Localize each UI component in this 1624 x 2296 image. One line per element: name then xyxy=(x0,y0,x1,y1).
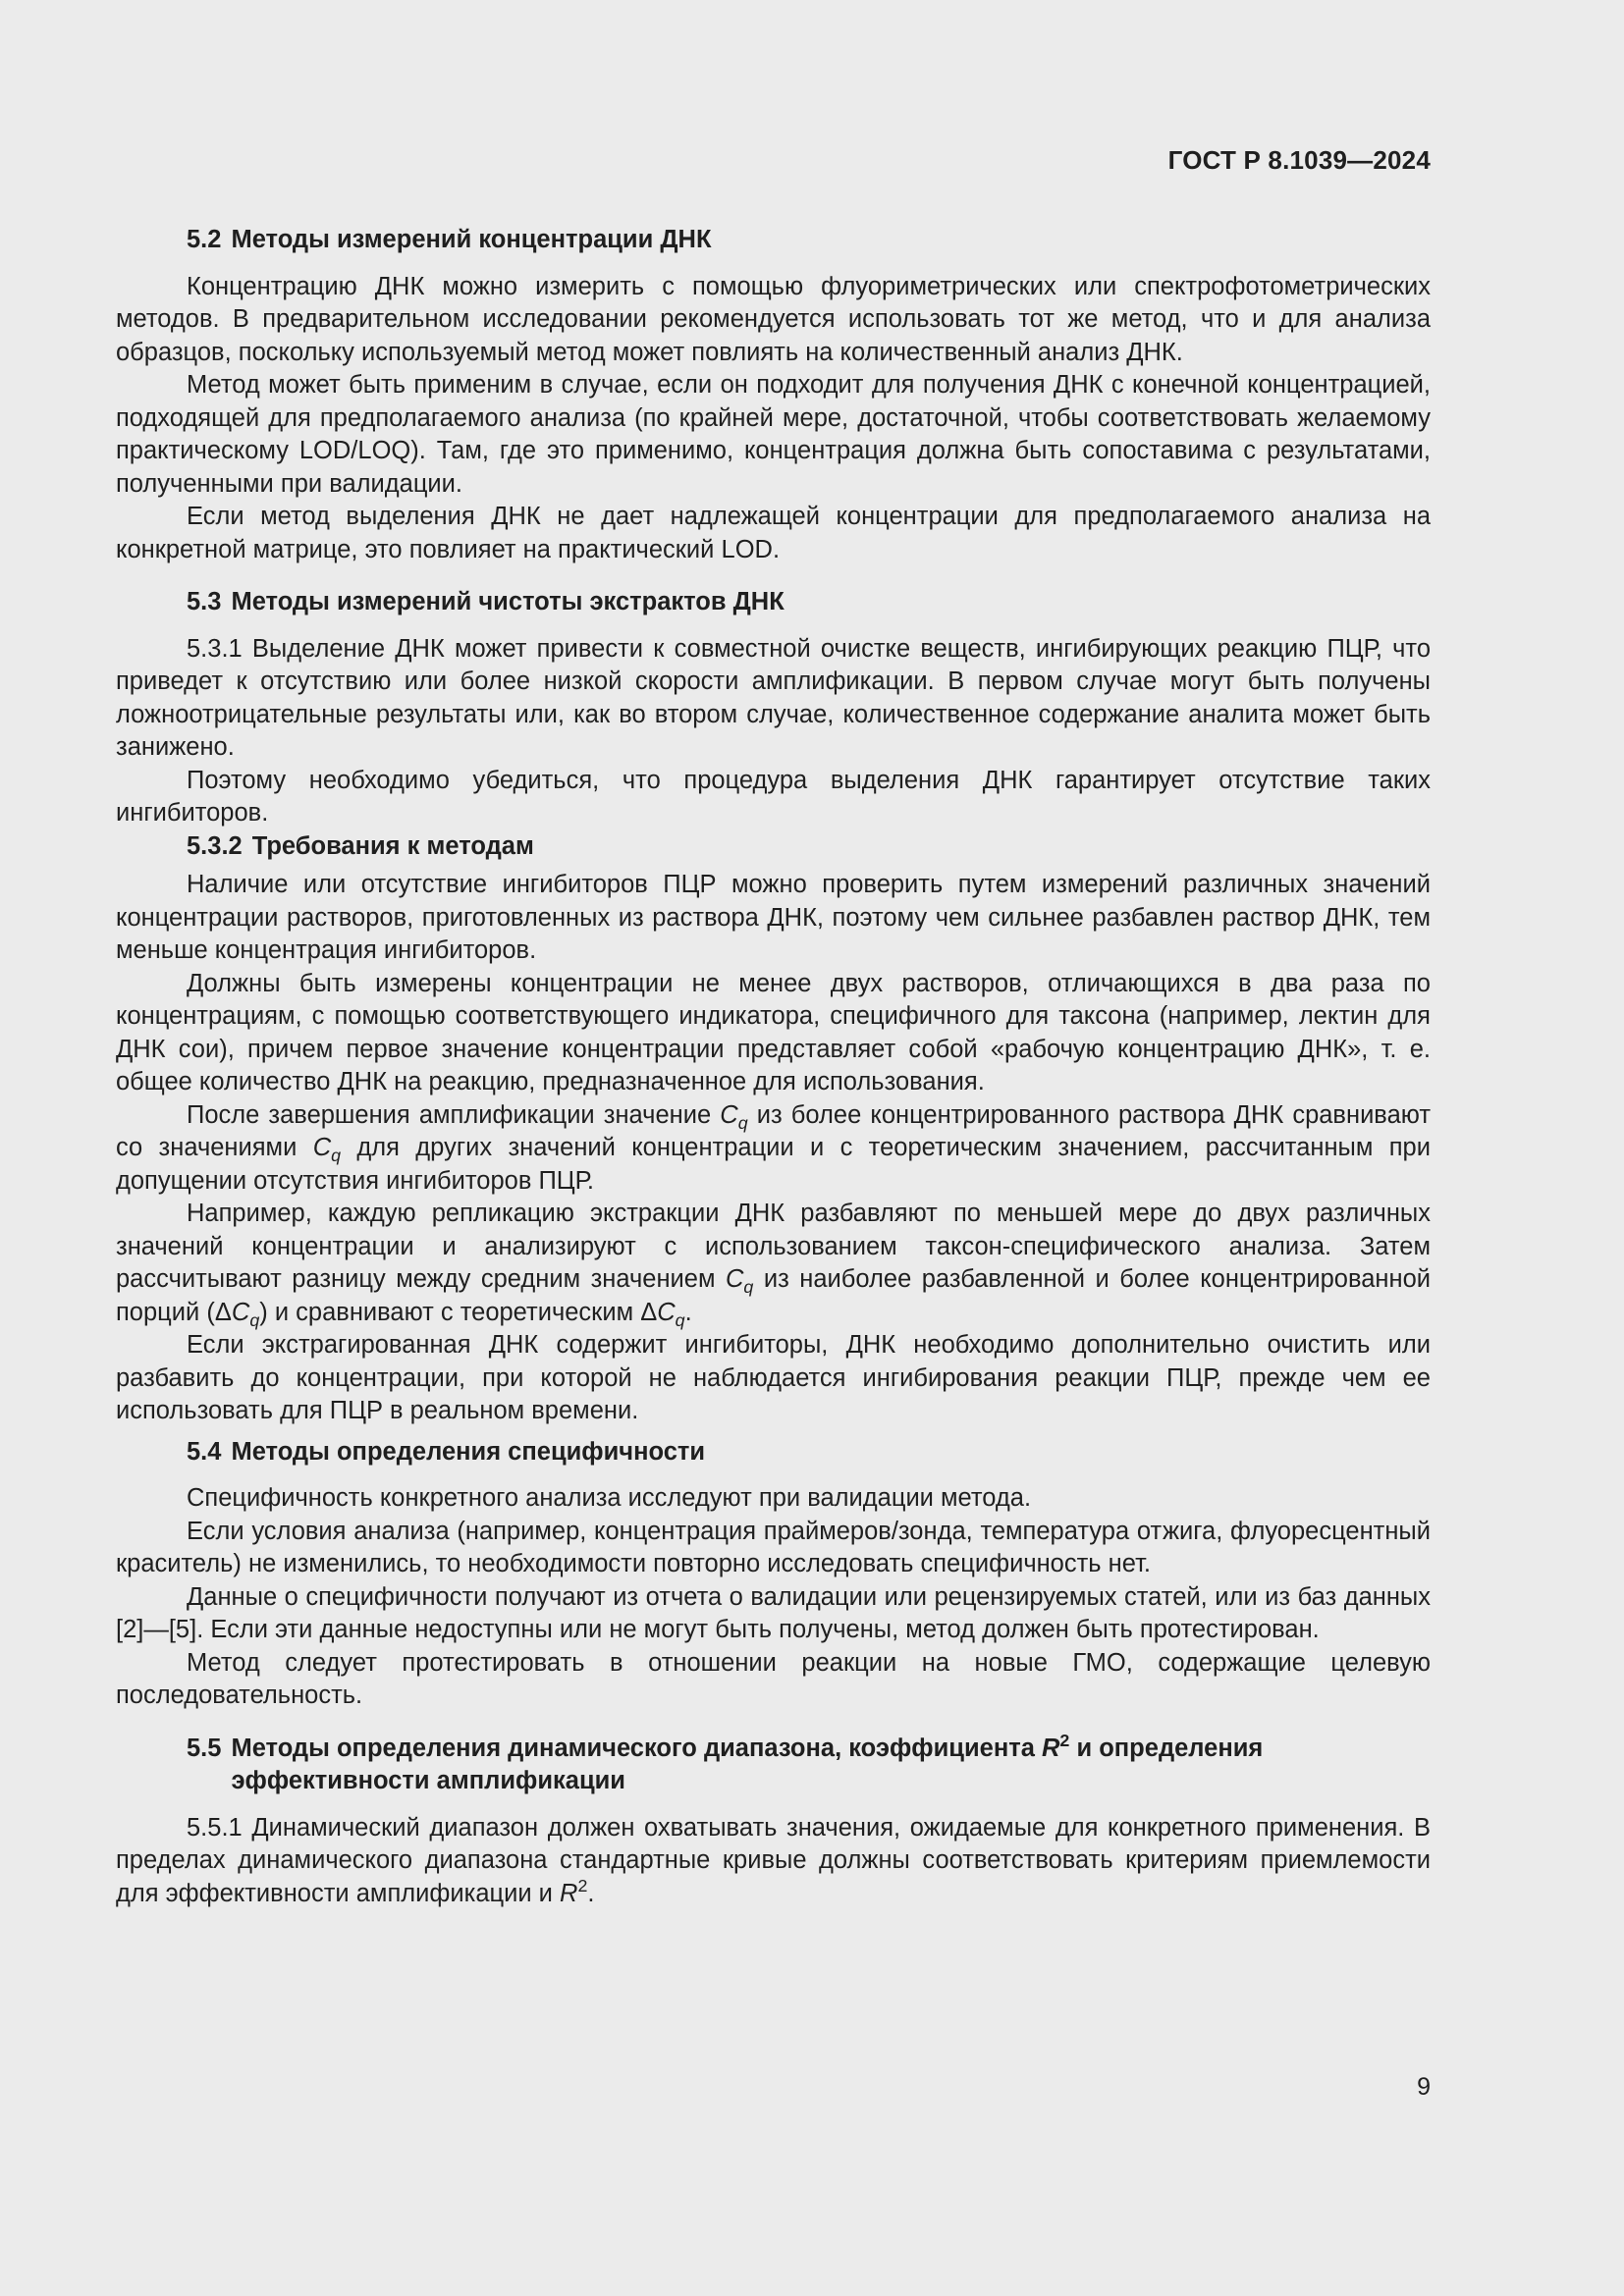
delta-symbol: Δ xyxy=(214,1298,232,1326)
paragraph: Метод может быть применим в случае, если он подходит для получения ДНК с конечной концентрацией, подходящей для предполагаемого анализа (по крайней мере, достаточной, чтобы соответствовать желаемому практическому LOD/LOQ). Там, где это применимо, концентрация должна быть сопоставима с результатами, полученными при валидации. xyxy=(116,371,1431,498)
paragraph-cq-comparison: После завершения амплификации значение $C_q$ из более концентрированного раствора ДНК сравнивают со значениями $C_q$ для других значений концентрации и с теоретическим значением, рассчитанным при допущении отсутствия ингибиторов ПЦР. xyxy=(116,1100,1431,1195)
paragraph: Данные о специфичности получают из отчета о валидации или рецензируемых статей, или из баз данных [2]—[5]. Если эти данные недоступны или не могут быть получены, метод должен быть протестирован. xyxy=(116,1582,1431,1643)
page-number: 9 xyxy=(1417,2073,1431,2101)
paragraph: Если метод выделения ДНК не дает надлежащей концентрации для предполагаемого анализа на конкретной матрице, это повлияет на практический LOD. xyxy=(116,503,1431,563)
cq-symbol: $C_q$ xyxy=(720,1100,748,1133)
paragraph: 5.3.1 Выделение ДНК может привести к совместной очистке веществ, ингибирующих реакцию ПЦР, что приведет к отсутствию или более низкой скорости амплификации. В первом случае могут быть получены ложноотрицательные результаты или, как во втором случае, количественное содержание аналита может быть занижено. xyxy=(116,634,1431,761)
section-number: 5.3 xyxy=(187,588,222,615)
section-heading-5-4 xyxy=(116,1436,1431,1469)
cq-symbol: $C_q$ xyxy=(231,1298,260,1330)
paragraph: Наличие или отсутствие ингибиторов ПЦР можно проверить путем измерений различных значений концентрации растворов, приготовленных из раствора ДНК, поэтому чем сильнее разбавлен раствор ДНК, тем меньше концентрация ингибиторов. xyxy=(116,871,1431,964)
paragraph: Концентрацию ДНК можно измерить с помощью флуориметрических или спектрофотометрических методов. В предварительном исследовании рекомендуется использовать тот же метод, что и для анализа образцов, поскольку используемый метод может повлиять на количественный анализ ДНК. xyxy=(116,272,1431,366)
r-squared-symbol: R xyxy=(560,1879,578,1907)
section-heading-5-3 xyxy=(116,586,1431,619)
subsection-number: 5.3.2 xyxy=(187,831,243,860)
section-heading-5-2 xyxy=(116,224,1431,257)
section-number: 5.4 xyxy=(187,1437,222,1466)
paragraph: Если экстрагированная ДНК содержит ингибиторы, ДНК необходимо дополнительно очистить или разбавить до концентрации, при которой не наблюдается ингибирования реакции ПЦР, прежде чем ее использовать для ПЦР в реальном времени. xyxy=(116,1331,1431,1424)
subsection-heading-5-3-2 xyxy=(116,830,1431,864)
section-heading-5-5 xyxy=(116,1730,1431,1798)
paragraph: Если условия анализа (например, концентрация праймеров/зонда, температура отжига, флуоресцентный краситель) не изменились, то необходимости повторно исследовать специфичность нет. xyxy=(116,1517,1431,1577)
cq-symbol: $C_q$ xyxy=(726,1265,754,1297)
paragraph: Должны быть измерены концентрации не менее двух растворов, отличающихся в два раза по концентрациям, с помощью соответствующего индикатора, специфичного для таксона (например, лектин для ДНК сои), причем первое значение концентрации представляет собой «рабочую концентрацию ДНК», т. е. общее количество ДНК на реакцию, предназначенное для использования. xyxy=(116,969,1431,1095)
paragraph: Специфичность конкретного анализа исследуют при валидации метода. xyxy=(187,1484,1032,1512)
document-code: ГОСТ Р 8.1039—2024 xyxy=(1167,145,1431,175)
paragraph: Поэтому необходимо убедиться, что процедура выделения ДНК гарантирует отсутствие таких ингибиторов. xyxy=(116,766,1431,827)
paragraph-delta-cq: Например, каждую репликацию экстракции ДНК разбавляют по меньшей мере до двух различных значений концентрации и анализируют с использованием таксон-специфического анализа. Затем рассчитывают разницу между средним значением $C_q$ из наиболее разбавленной и более концентрированной порций $(\Delta C_q)$ и сравнивают с теоретическим $\Delta C_q$. xyxy=(116,1200,1431,1330)
subsection-title: Требования к методам xyxy=(251,831,534,860)
cq-symbol: $C_q$ xyxy=(312,1134,342,1165)
section-number: 5.5 xyxy=(187,1734,222,1762)
section-title: Методы измерений чистоты экстрактов ДНК xyxy=(231,588,785,615)
section-number: 5.2 xyxy=(187,226,222,253)
r-squared-symbol: R xyxy=(1042,1734,1060,1762)
document-body xyxy=(116,224,1431,1910)
section-title: Методы определения специфичности xyxy=(231,1437,706,1466)
cq-symbol: $C_q$ xyxy=(657,1298,685,1330)
paragraph: Метод следует протестировать в отношении реакции на новые ГМО, содержащие целевую последовательность. xyxy=(116,1648,1431,1709)
paragraph-dynamic-range: 5.5.1 Динамический диапазон должен охватывать значения, ожидаемые для конкретного применения. В пределах динамического диапазона стандартные кривые должны соответствовать критериям приемлемости для эффективности амплификации и $R^2$. xyxy=(116,1813,1431,1907)
section-title: Методы определения динамического диапазона, коэффициента $R^2$ и определения эффективности амплификации xyxy=(231,1730,1264,1794)
section-title: Методы измерений концентрации ДНК xyxy=(231,226,712,253)
delta-symbol: Δ xyxy=(640,1298,658,1326)
